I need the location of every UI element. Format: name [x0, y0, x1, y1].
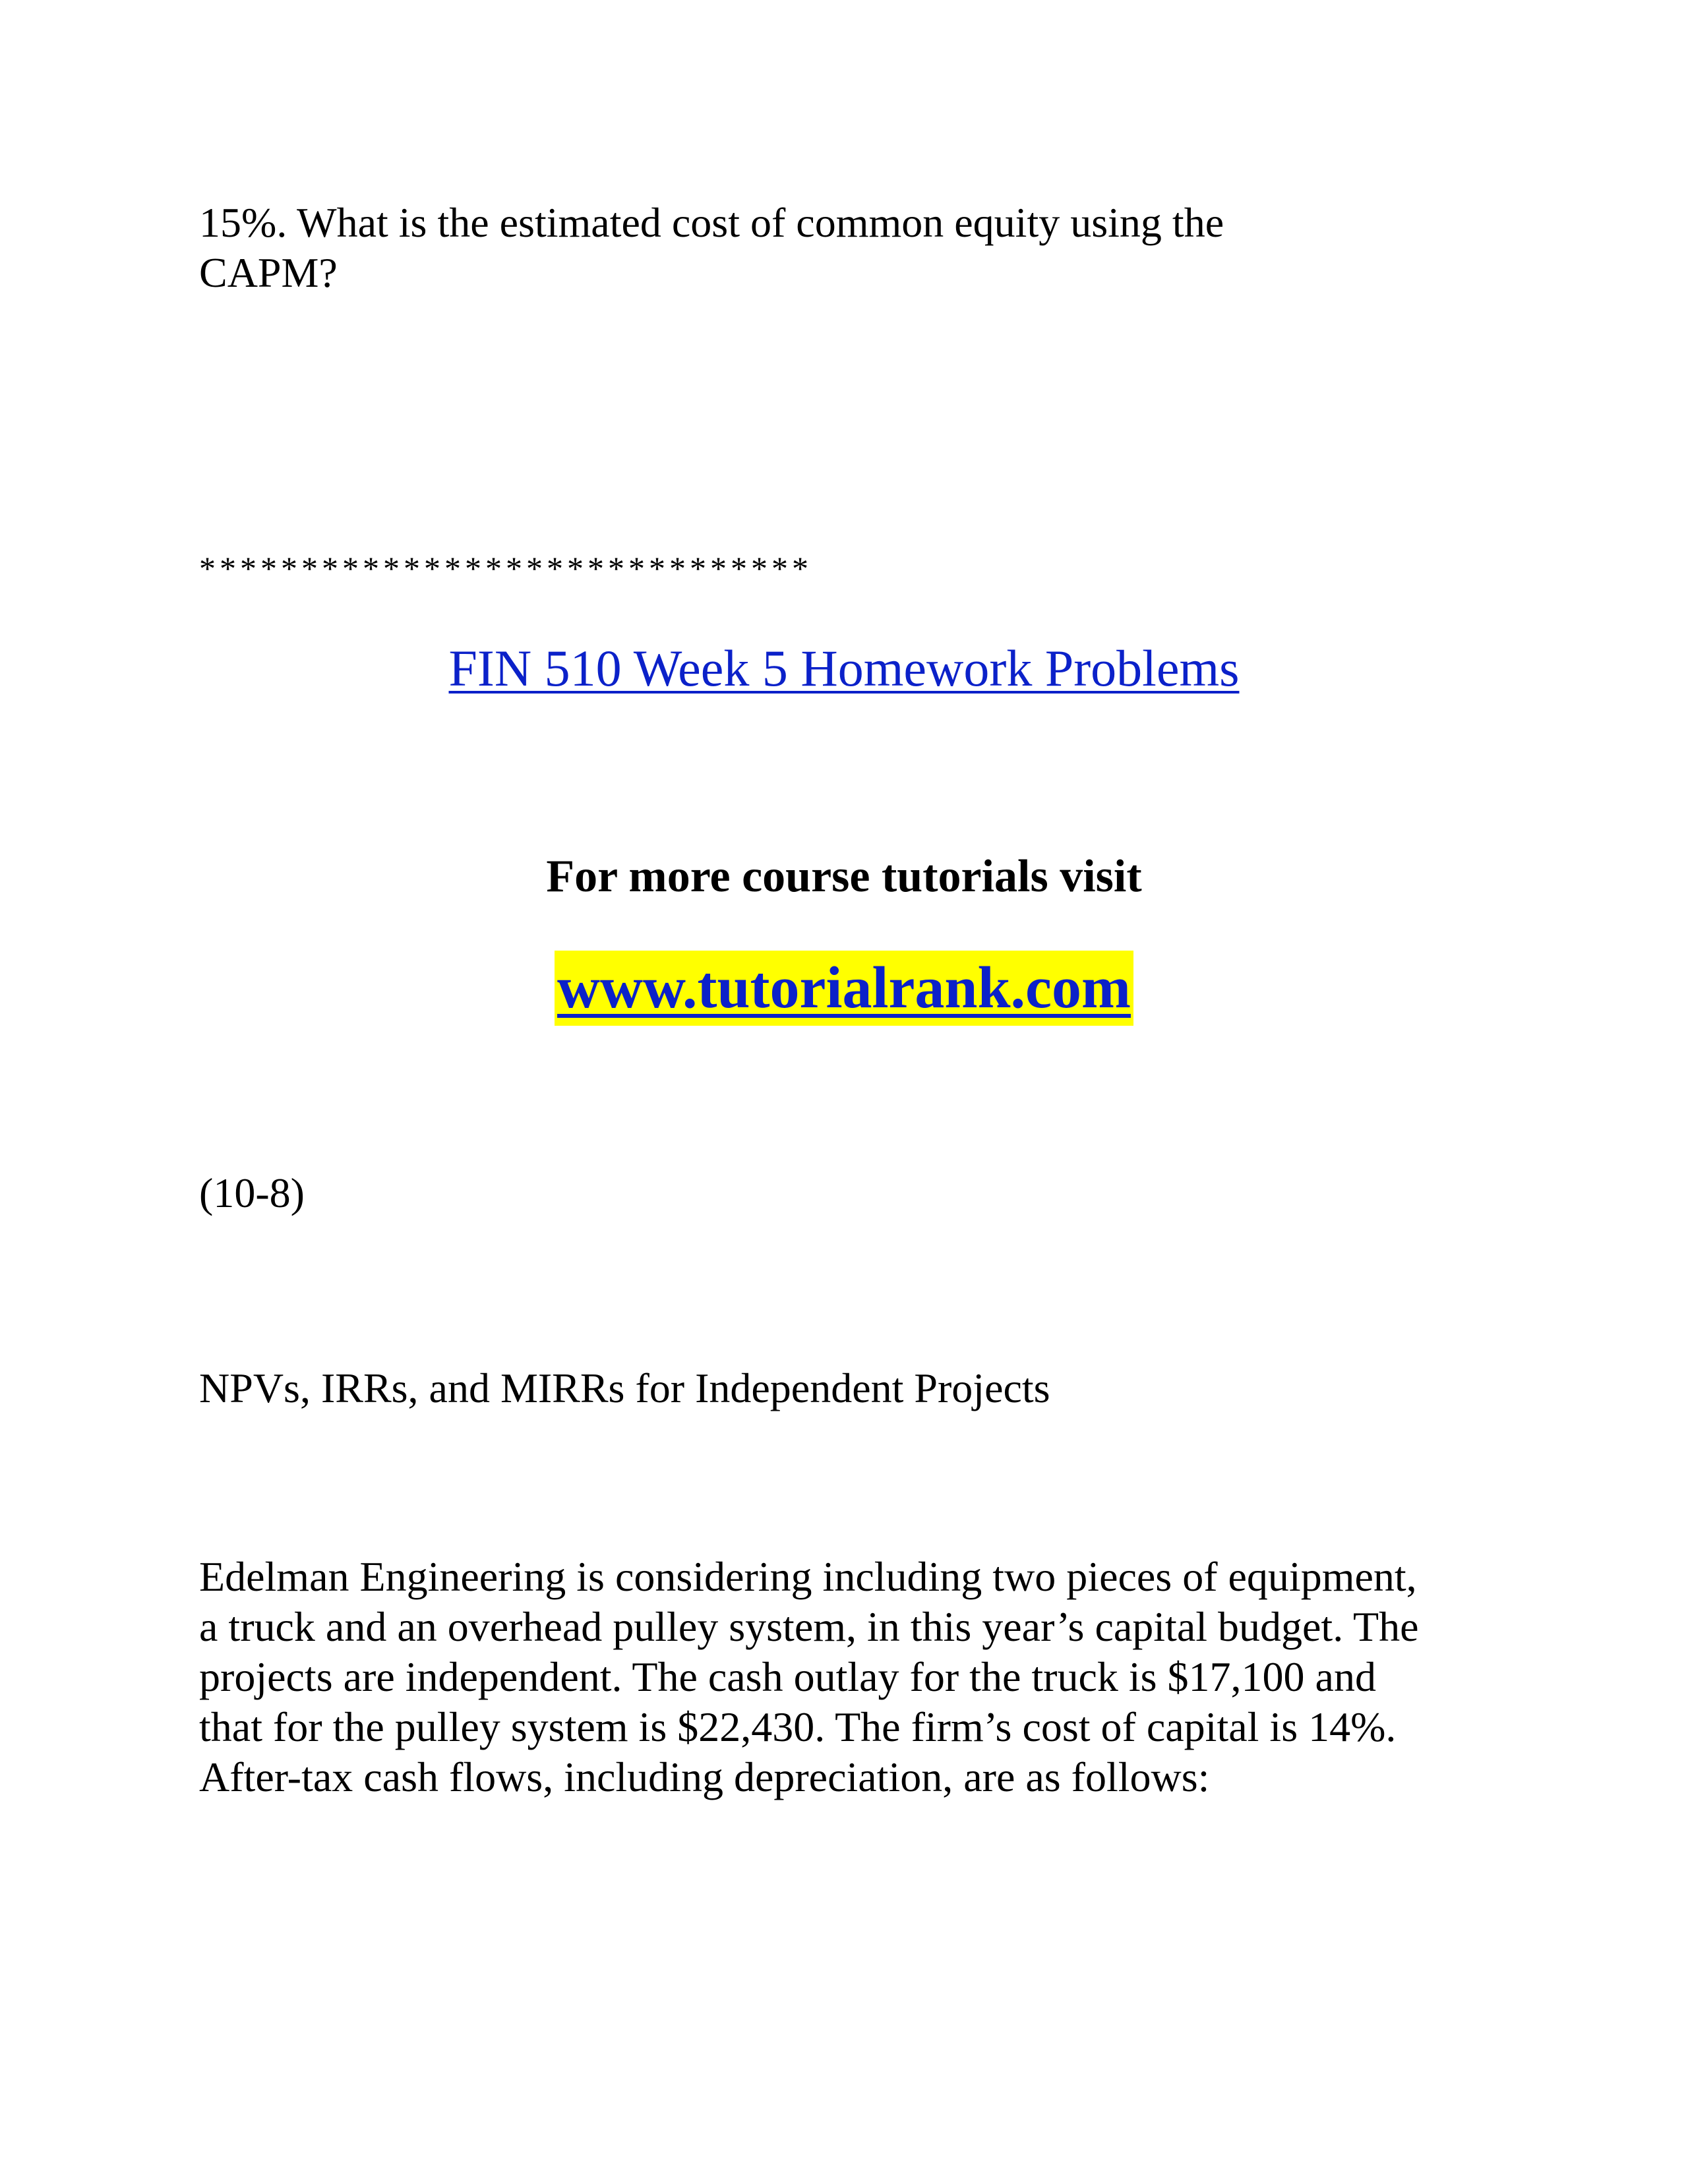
intro-line: 15%. What is the estimated cost of common equity using the — [199, 199, 1224, 246]
visit-text: For more course tutorials visit — [546, 851, 1142, 902]
site-link[interactable]: www.tutorialrank.com — [557, 955, 1131, 1020]
paragraph-line: Edelman Engineering is considering including two pieces of equipment, — [199, 1553, 1417, 1600]
site-link-wrapper — [0, 951, 1688, 1026]
problem-heading: NPVs, IRRs, and MIRRs for Independent Projects — [199, 1365, 1050, 1411]
paragraph-line: a truck and an overhead pulley system, in this year’s capital budget. The — [199, 1603, 1419, 1650]
separator: ****************************** — [199, 550, 812, 587]
paragraph-line: that for the pulley system is $22,430. The firm’s cost of capital is 14%. — [199, 1703, 1397, 1750]
problem-reference: (10-8) — [199, 1169, 305, 1216]
paragraph-line: projects are independent. The cash outlay for the truck is $17,100 and — [199, 1653, 1376, 1700]
title-heading — [0, 637, 1688, 700]
intro-line: CAPM? — [199, 249, 338, 296]
problem-paragraph — [199, 1552, 1419, 1802]
site-highlight — [555, 951, 1133, 1026]
intro-text — [199, 198, 1224, 298]
paragraph-line: After-tax cash flows, including depreciation, are as follows: — [199, 1754, 1210, 1800]
title-link[interactable]: FIN 510 Week 5 Homework Problems — [448, 639, 1240, 697]
